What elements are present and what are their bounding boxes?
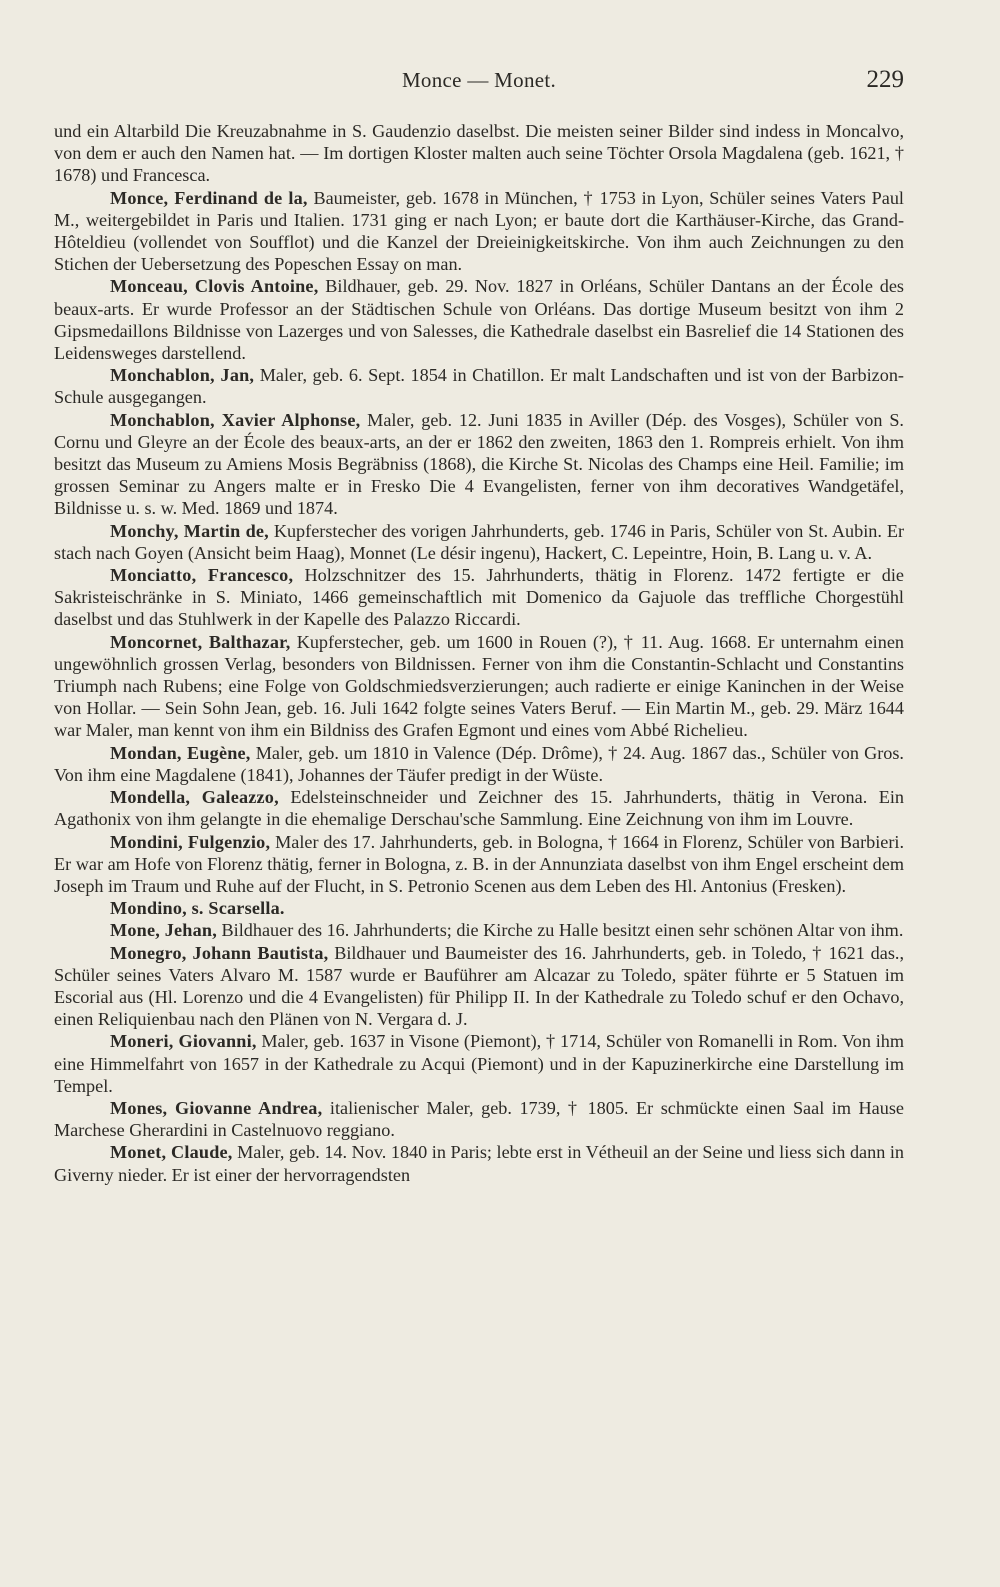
- entry-text: Kupferstecher, geb. um 1600 in Rouen (?), † 11. Aug. 1668. Er unternahm einen ungewöhnlich grossen Verlag, besonders von Bildnissen. Ferner von ihm die Constantin-Schlacht und Constantins Triumph nach Rubens; eine Folge von Goldschmiedsverzierungen; auch radierte er einige Kaninchen in der Weise von Hollar. — Sein Sohn Jean, geb. 16. Juli 1642 folgte seines Vaters Beruf. — Ein Martin M., geb. 29. März 1644 war Maler, man kennt von ihm ein Bildniss des Grafen Egmont und eines vom Abbé Richelieu.: [54, 631, 904, 741]
- entry-mones-giovanne: [54, 1097, 904, 1141]
- entry-heading: Monet, Claude,: [110, 1142, 233, 1163]
- entry-mondan-eugene: [54, 742, 904, 786]
- entry-monegro-johann: [54, 942, 904, 1031]
- entry-text: Holzschnitzer des 15. Jahrhunderts, thätig in Florenz. 1472 fertigte er die Sakristeischränke in S. Miniato, 1466 gemeinschaftlich mit Domenico da Gajuole das treffliche Chorgestühl daselbst und das Stuhlwerk in der Kapelle des Palazzo Riccardi.: [54, 565, 904, 630]
- entry-heading: Monchablon, Xavier Alphonse,: [110, 409, 361, 430]
- entry-monce-ferdinand: [54, 187, 904, 276]
- entry-heading: Mone, Jehan,: [110, 920, 217, 941]
- entry-heading: Mones, Giovanne Andrea,: [110, 1097, 323, 1118]
- entry-heading: Monciatto, Francesco,: [110, 565, 294, 586]
- entry-monet-claude: [54, 1141, 904, 1185]
- entry-monceau-clovis: [54, 275, 904, 364]
- entry-mondella-galeazzo: [54, 786, 904, 830]
- entry-moncornet-balthazar: [54, 631, 904, 742]
- entry-text: Maler, geb. 6. Sept. 1854 in Chatillon. Er malt Landschaften und ist von der Barbizon-Schule ausgegangen.: [54, 365, 904, 408]
- continuation-paragraph: [54, 120, 904, 187]
- entry-text: Maler, geb. 14. Nov. 1840 in Paris; lebte erst in Vétheuil an der Seine und liess sich dann in Giverny nieder. Er ist einer der hervorragendsten: [54, 1142, 905, 1185]
- entry-heading: Mondan, Eugène,: [110, 742, 251, 763]
- entry-heading: Mondella, Galeazzo,: [110, 787, 279, 808]
- entry-monchablon-jan: [54, 364, 904, 408]
- entry-heading: Monchy, Martin de,: [110, 520, 269, 541]
- entry-text: Bildhauer, geb. 29. Nov. 1827 in Orléans, Schüler Dantans an der École des beaux-arts. Er wurde Professor an der Städtischen Schule von Orléans. Das dortige Museum besitzt von ihm 2 Gipsmedaillons Bildnisse von Lazerges und von Salesses, die Kathedrale daselbst ein Basrelief die 14 Stationen des Leidensweges darstellend.: [54, 276, 904, 364]
- entry-text: Bildhauer und Baumeister des 16. Jahrhunderts, geb. in Toledo, † 1621 das., Schüler seines Vaters Alvaro M. 1587 wurde er Bauführer am Alcazar zu Toledo, später führte er 5 Statuen im Escorial aus (Hl. Lorenzo und die 4 Evangelisten) für Philipp II. In der Kathedrale zu Toledo schuf er den Ochavo, einen Reliquienbau nach den Plänen von N. Vergara d. J.: [54, 942, 905, 1030]
- entry-mone-jehan: [54, 919, 904, 941]
- dictionary-text: [54, 120, 904, 1186]
- entry-heading: Moncornet, Balthazar,: [110, 631, 291, 652]
- entry-moneri-giovanni: [54, 1030, 904, 1097]
- entry-heading: Mondino, s. Scarsella.: [110, 898, 285, 919]
- entry-text: Edelsteinschneider und Zeichner des 15. Jahrhunderts, thätig in Verona. Ein Agathonix von ihm gelangte in die ehemalige Derschau'sche Sammlung. Eine Zeichnung von ihm im Louvre.: [54, 787, 904, 830]
- entry-mondini-fulgenzio: [54, 831, 904, 898]
- entry-heading: Mondini, Fulgenzio,: [110, 831, 271, 852]
- entry-heading: Monceau, Clovis Antoine,: [110, 276, 319, 297]
- entry-heading: Monegro, Johann Bautista,: [110, 942, 329, 963]
- entry-monchablon-xavier: [54, 409, 904, 520]
- entry-text: Bildhauer des 16. Jahrhunderts; die Kirche zu Halle besitzt einen sehr schönen Altar von ihm.: [216, 920, 904, 941]
- entry-text: Maler des 17. Jahrhunderts, geb. in Bologna, † 1664 in Florenz, Schüler von Barbieri. Er war am Hofe von Florenz thätig, ferner in Bologna, z. B. in der Annunziata daselbst von ihm Engel erscheint dem Joseph im Traum und Ruhe auf der Flucht, in S. Petronio Scenen aus dem Leben des Hl. Antonius (Fresken).: [54, 831, 904, 896]
- entry-mondino: [54, 897, 904, 919]
- page-number: 229: [866, 66, 904, 93]
- entry-text: italienischer Maler, geb. 1739, † 1805. Er schmückte einen Saal im Hause Marchese Gherardini in Castelnuovo reggiano.: [54, 1097, 904, 1141]
- entry-monciatto-francesco: [54, 564, 904, 631]
- running-head: Monce — Monet.: [401, 68, 557, 92]
- entry-heading: Monchablon, Jan,: [110, 365, 255, 386]
- page-header: [54, 66, 904, 96]
- entry-text: Maler, geb. 12. Juni 1835 in Aviller (Dép. des Vosges), Schüler von S. Cornu und Gleyre an der École des beaux-arts, an der er 1862 den zweiten, 1863 den 1. Rompreis erhielt. Von ihm besitzt das Museum zu Amiens Mosis Begräbniss (1868), die Kirche St. Nicolas des Champs eine Heil. Familie; im grossen Seminar zu Angers malte er in Fresko Die 4 Evangelisten, ferner von ihm decoratives Wandgetäfel, Bildnisse u. s. w. Med. 1869 und 1874.: [54, 409, 904, 519]
- entry-text: Baumeister, geb. 1678 in München, † 1753 in Lyon, Schüler seines Vaters Paul M., weitergebildet in Paris und Italien. 1731 ging er nach Lyon; er baute dort die Karthäuser-Kirche, das Grand-Hôteldieu (vollendet von Soufflot) und die Kanzel der Dreieinigkeitskirche. Von ihm auch Zeichnungen zu den Stichen der Uebersetzung des Popeschen Essay on man.: [54, 187, 904, 275]
- entry-text: und ein Altarbild Die Kreuzabnahme in S. Gaudenzio daselbst. Die meisten seiner Bilder sind indess in Moncalvo, von dem er auch den Namen hat. — Im dortigen Kloster malten auch seine Töchter Orsola Magdalena (geb. 1621, † 1678) und Francesca.: [54, 121, 904, 186]
- entry-monchy-martin: [54, 520, 904, 564]
- entry-text: Kupferstecher des vorigen Jahrhunderts, geb. 1746 in Paris, Schüler von St. Aubin. Er stach nach Goyen (Ansicht beim Haag), Monnet (Le désir ingenu), Hackert, C. Lepeintre, Hoin, B. Lang u. v. A.: [54, 520, 905, 563]
- entry-heading: Moneri, Giovanni,: [110, 1031, 257, 1052]
- entry-heading: Monce, Ferdinand de la,: [110, 187, 308, 208]
- entry-text: Maler, geb. um 1810 in Valence (Dép. Drôme), † 24. Aug. 1867 das., Schüler von Gros. Von ihm eine Magdalene (1841), Johannes der Täufer predigt in der Wüste.: [54, 742, 904, 785]
- entry-text: Maler, geb. 1637 in Visone (Piemont), † 1714, Schüler von Romanelli in Rom. Von ihm eine Himmelfahrt von 1657 in der Kathedrale zu Acqui (Piemont) und in der Kapuzinerkirche eine Darstellung im Tempel.: [54, 1031, 904, 1096]
